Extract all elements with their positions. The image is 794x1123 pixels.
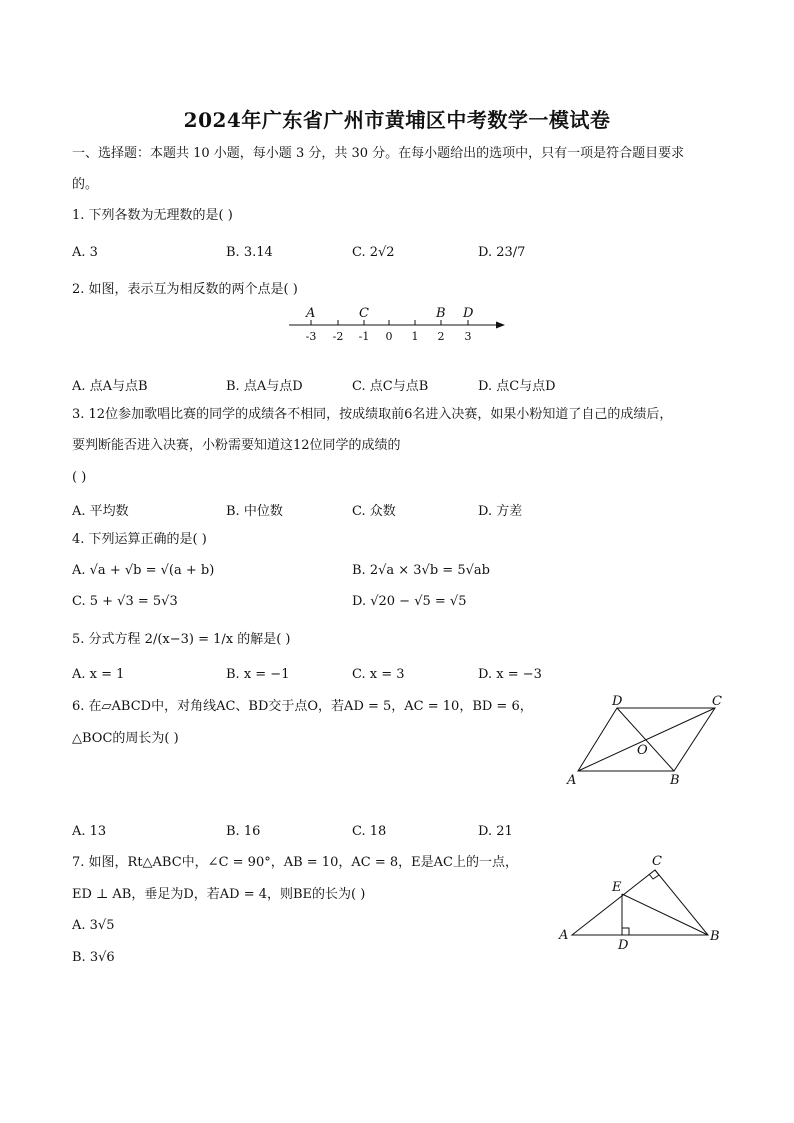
- question-3-stem-line2: 要判断能否进入决赛，小粉需要知道这12位同学的成绩的: [72, 438, 401, 453]
- number-line-figure: [285, 302, 510, 348]
- question-6-stem-line2: △BOC的周长为( ): [72, 731, 179, 746]
- vertex-label-b: B: [710, 929, 720, 944]
- q1-option-b: B. 3.14: [226, 245, 273, 260]
- question-4-stem: 4. 下列运算正确的是( ): [72, 532, 207, 547]
- q4-option-a: A. √a + √b = √(a + b): [72, 563, 215, 578]
- question-1-stem: 1. 下列各数为无理数的是( ): [72, 208, 233, 223]
- q7-option-a: A. 3√5: [72, 918, 115, 933]
- point-label-b: B: [436, 306, 446, 321]
- right-triangle-figure: [552, 850, 732, 960]
- point-label-c: C: [359, 306, 369, 321]
- vertex-label-b: B: [670, 773, 680, 788]
- page-title: 2024年广东省广州市黄埔区中考数学一模试卷: [183, 108, 611, 132]
- q3-option-a: A. 平均数: [72, 504, 129, 519]
- vertex-label-a: A: [567, 773, 577, 788]
- parallelogram-figure: [560, 692, 730, 792]
- q1-option-c: C. 2√2: [352, 245, 395, 260]
- q1-option-d: D. 23/7: [478, 245, 526, 260]
- question-3-stem-line3: ( ): [72, 470, 87, 485]
- question-5-stem: 5. 分式方程 2/(x−3) = 1/x 的解是( ): [72, 632, 291, 647]
- question-7-stem-line2: ED ⊥ AB，垂足为D，若AD = 4，则BE的长为( ): [72, 887, 366, 902]
- q4-option-d: D. √20 − √5 = √5: [352, 594, 467, 609]
- point-label-e: E: [612, 880, 622, 895]
- point-label-o: O: [637, 743, 648, 758]
- section-instructions-line1: 一、选择题：本题共 10 小题，每小题 3 分，共 30 分。在每小题给出的选项中，只有一项是符合题目要求: [72, 146, 685, 161]
- tick-label: -2: [332, 330, 344, 343]
- q4-option-b: B. 2√a × 3√b = 5√ab: [352, 563, 490, 578]
- tick-label: 0: [385, 330, 393, 343]
- vertex-label-d: D: [612, 694, 623, 709]
- vertex-label-a: A: [559, 928, 569, 943]
- vertex-label-c: C: [712, 694, 722, 709]
- q2-option-a: A. 点A与点B: [72, 379, 148, 394]
- section-instructions-line2: 的。: [72, 177, 99, 192]
- q4-option-c: C. 5 + √3 = 5√3: [72, 594, 178, 609]
- question-7-stem-line1: 7. 如图，Rt△ABC中，∠C = 90°，AB = 10，AC = 8，E是AC上的一点，: [72, 855, 518, 870]
- question-3-stem-line1: 3. 12位参加歌唱比赛的同学的成绩各不相同，按成绩取前6名进入决赛，如果小粉知道了自己的成绩后，: [72, 407, 673, 422]
- q3-option-c: C. 众数: [352, 504, 396, 519]
- q5-option-a: A. x = 1: [72, 667, 125, 682]
- tick-label: 3: [464, 330, 472, 343]
- point-label-a: A: [306, 306, 316, 321]
- q1-option-a: A. 3: [72, 245, 98, 260]
- q2-option-c: C. 点C与点B: [352, 379, 429, 394]
- point-label-d: D: [463, 306, 474, 321]
- question-6-stem-line1: 6. 在▱ABCD中，对角线AC、BD交于点O，若AD = 5，AC = 10，BD = 6，: [72, 699, 533, 714]
- vertex-label-c: C: [652, 854, 662, 869]
- tick-label: 2: [437, 330, 445, 343]
- q2-option-d: D. 点C与点D: [478, 379, 556, 394]
- point-label-d: D: [618, 938, 629, 953]
- q2-option-b: B. 点A与点D: [226, 379, 303, 394]
- q6-option-d: D. 21: [478, 824, 513, 839]
- tick-label: -1: [358, 330, 370, 343]
- q6-option-c: C. 18: [352, 824, 387, 839]
- tick-label: -3: [305, 330, 317, 343]
- q5-option-b: B. x = −1: [226, 667, 290, 682]
- q5-option-c: C. x = 3: [352, 667, 405, 682]
- q5-option-d: D. x = −3: [478, 667, 542, 682]
- q6-option-a: A. 13: [72, 824, 107, 839]
- q6-option-b: B. 16: [226, 824, 261, 839]
- q7-option-b: B. 3√6: [72, 950, 115, 965]
- question-2-stem: 2. 如图，表示互为相反数的两个点是( ): [72, 282, 298, 297]
- q3-option-b: B. 中位数: [226, 504, 283, 519]
- q3-option-d: D. 方差: [478, 504, 523, 519]
- tick-label: 1: [411, 330, 419, 343]
